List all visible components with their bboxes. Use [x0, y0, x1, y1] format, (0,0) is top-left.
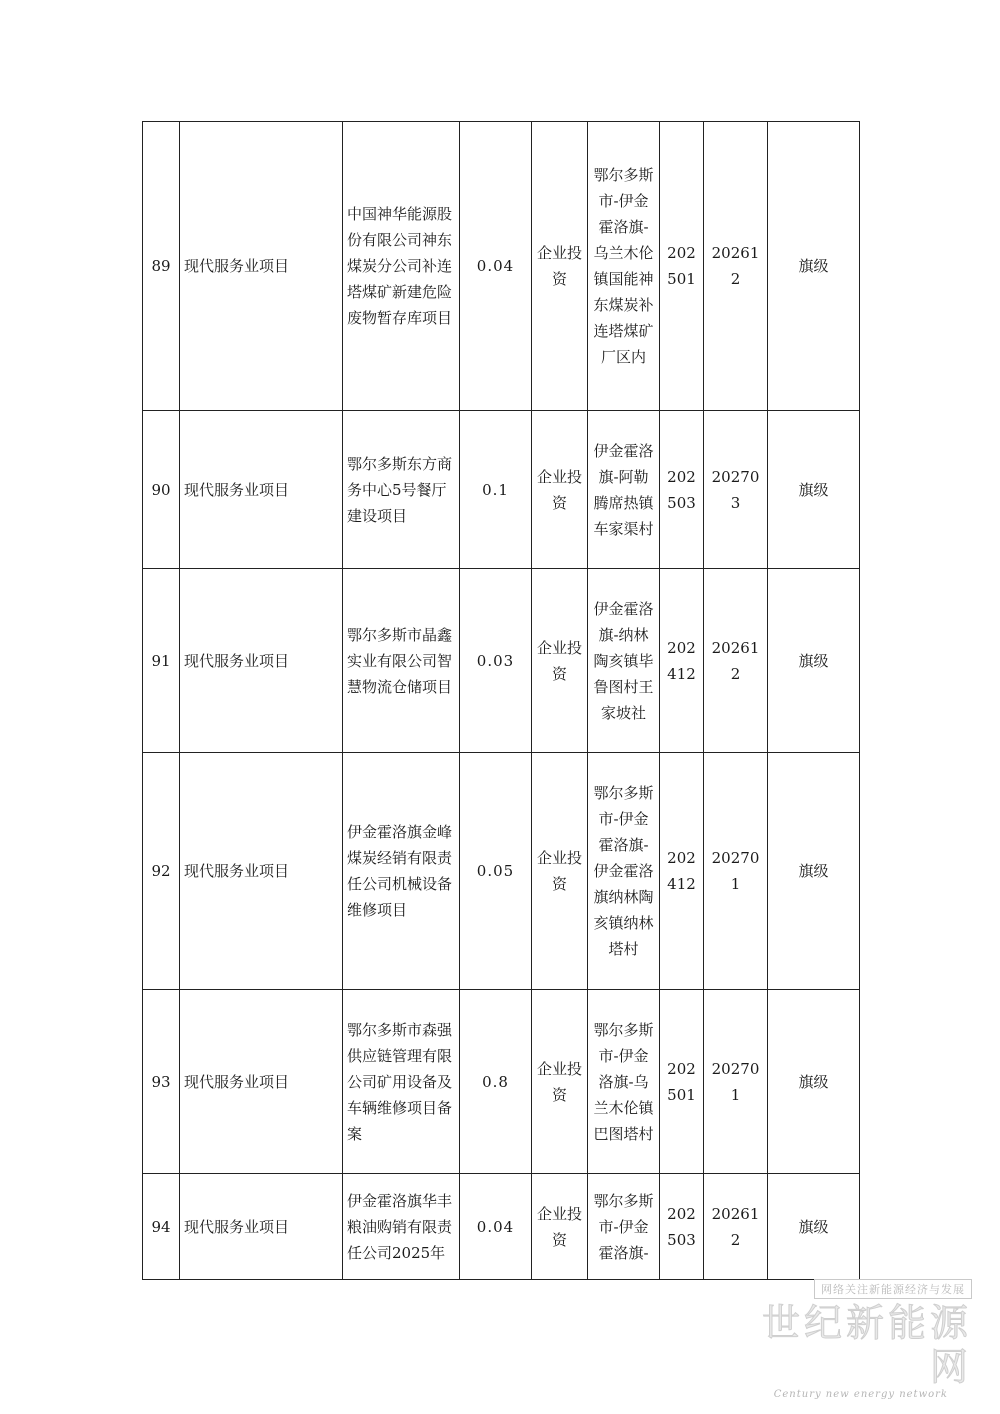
- investment-mode: 企业投资: [532, 411, 588, 569]
- project-location: 鄂尔多斯市-伊金霍洛旗-伊金霍洛旗纳林陶亥镇纳林塔村: [588, 753, 660, 990]
- end-date: 202612: [704, 1174, 768, 1280]
- project-name: 中国神华能源股份有限公司神东煤炭分公司补连塔煤矿新建危险废物暂存库项目: [343, 122, 460, 411]
- project-table: [142, 121, 860, 1280]
- project-name: 伊金霍洛旗金峰煤炭经销有限责任公司机械设备维修项目: [343, 753, 460, 990]
- project-level: 旗级: [768, 990, 860, 1174]
- project-level: 旗级: [768, 1174, 860, 1280]
- project-name: 鄂尔多斯市晶鑫实业有限公司智慧物流仓储项目: [343, 569, 460, 753]
- project-location: 鄂尔多斯市-伊金洛旗-乌兰木伦镇巴图塔村: [588, 990, 660, 1174]
- project-type: 现代服务业项目: [180, 569, 343, 753]
- investment-mode: 企业投资: [532, 122, 588, 411]
- table-row: [143, 122, 860, 411]
- project-location: 鄂尔多斯市-伊金霍洛旗-乌兰木伦镇国能神东煤炭补连塔煤矿厂区内: [588, 122, 660, 411]
- investment-mode: 企业投资: [532, 990, 588, 1174]
- watermark-english: Century new energy network: [773, 1389, 948, 1400]
- investment-mode: 企业投资: [532, 753, 588, 990]
- row-number: 93: [143, 990, 180, 1174]
- project-type: 现代服务业项目: [180, 990, 343, 1174]
- end-date: 202701: [704, 990, 768, 1174]
- project-type: 现代服务业项目: [180, 122, 343, 411]
- table-row: [143, 569, 860, 753]
- project-location: 伊金霍洛旗-阿勒腾席热镇车家渠村: [588, 411, 660, 569]
- investment-mode: 企业投资: [532, 1174, 588, 1280]
- table-row: [143, 411, 860, 569]
- investment-amount: 0.04: [460, 122, 532, 411]
- investment-amount: 0.8: [460, 990, 532, 1174]
- end-date: 202701: [704, 753, 768, 990]
- project-name: 伊金霍洛旗华丰粮油购销有限责任公司2025年: [343, 1174, 460, 1280]
- watermark-tagline: 网络关注新能源经济与发展: [814, 1279, 972, 1299]
- project-type: 现代服务业项目: [180, 411, 343, 569]
- project-level: 旗级: [768, 569, 860, 753]
- watermark-logo: [732, 1278, 972, 1400]
- start-date: 202503: [660, 1174, 704, 1280]
- table-row: [143, 1174, 860, 1280]
- start-date: 202412: [660, 569, 704, 753]
- project-name: 鄂尔多斯市森强供应链管理有限公司矿用设备及车辆维修项目备案: [343, 990, 460, 1174]
- project-type: 现代服务业项目: [180, 753, 343, 990]
- project-level: 旗级: [768, 753, 860, 990]
- row-number: 94: [143, 1174, 180, 1280]
- investment-amount: 0.1: [460, 411, 532, 569]
- start-date: 202501: [660, 122, 704, 411]
- project-location: 伊金霍洛旗-纳林陶亥镇毕鲁图村王家坡社: [588, 569, 660, 753]
- watermark-brand: 世纪新能源网: [761, 1301, 972, 1389]
- start-date: 202501: [660, 990, 704, 1174]
- investment-amount: 0.05: [460, 753, 532, 990]
- end-date: 202612: [704, 569, 768, 753]
- end-date: 202703: [704, 411, 768, 569]
- investment-mode: 企业投资: [532, 569, 588, 753]
- table-row: [143, 990, 860, 1174]
- project-type: 现代服务业项目: [180, 1174, 343, 1280]
- project-level: 旗级: [768, 411, 860, 569]
- end-date: 202612: [704, 122, 768, 411]
- table-row: [143, 753, 860, 990]
- project-location: 鄂尔多斯市-伊金霍洛旗-: [588, 1174, 660, 1280]
- investment-amount: 0.04: [460, 1174, 532, 1280]
- start-date: 202503: [660, 411, 704, 569]
- start-date: 202412: [660, 753, 704, 990]
- project-name: 鄂尔多斯东方商务中心5号餐厅建设项目: [343, 411, 460, 569]
- row-number: 92: [143, 753, 180, 990]
- row-number: 91: [143, 569, 180, 753]
- investment-amount: 0.03: [460, 569, 532, 753]
- project-level: 旗级: [768, 122, 860, 411]
- row-number: 90: [143, 411, 180, 569]
- row-number: 89: [143, 122, 180, 411]
